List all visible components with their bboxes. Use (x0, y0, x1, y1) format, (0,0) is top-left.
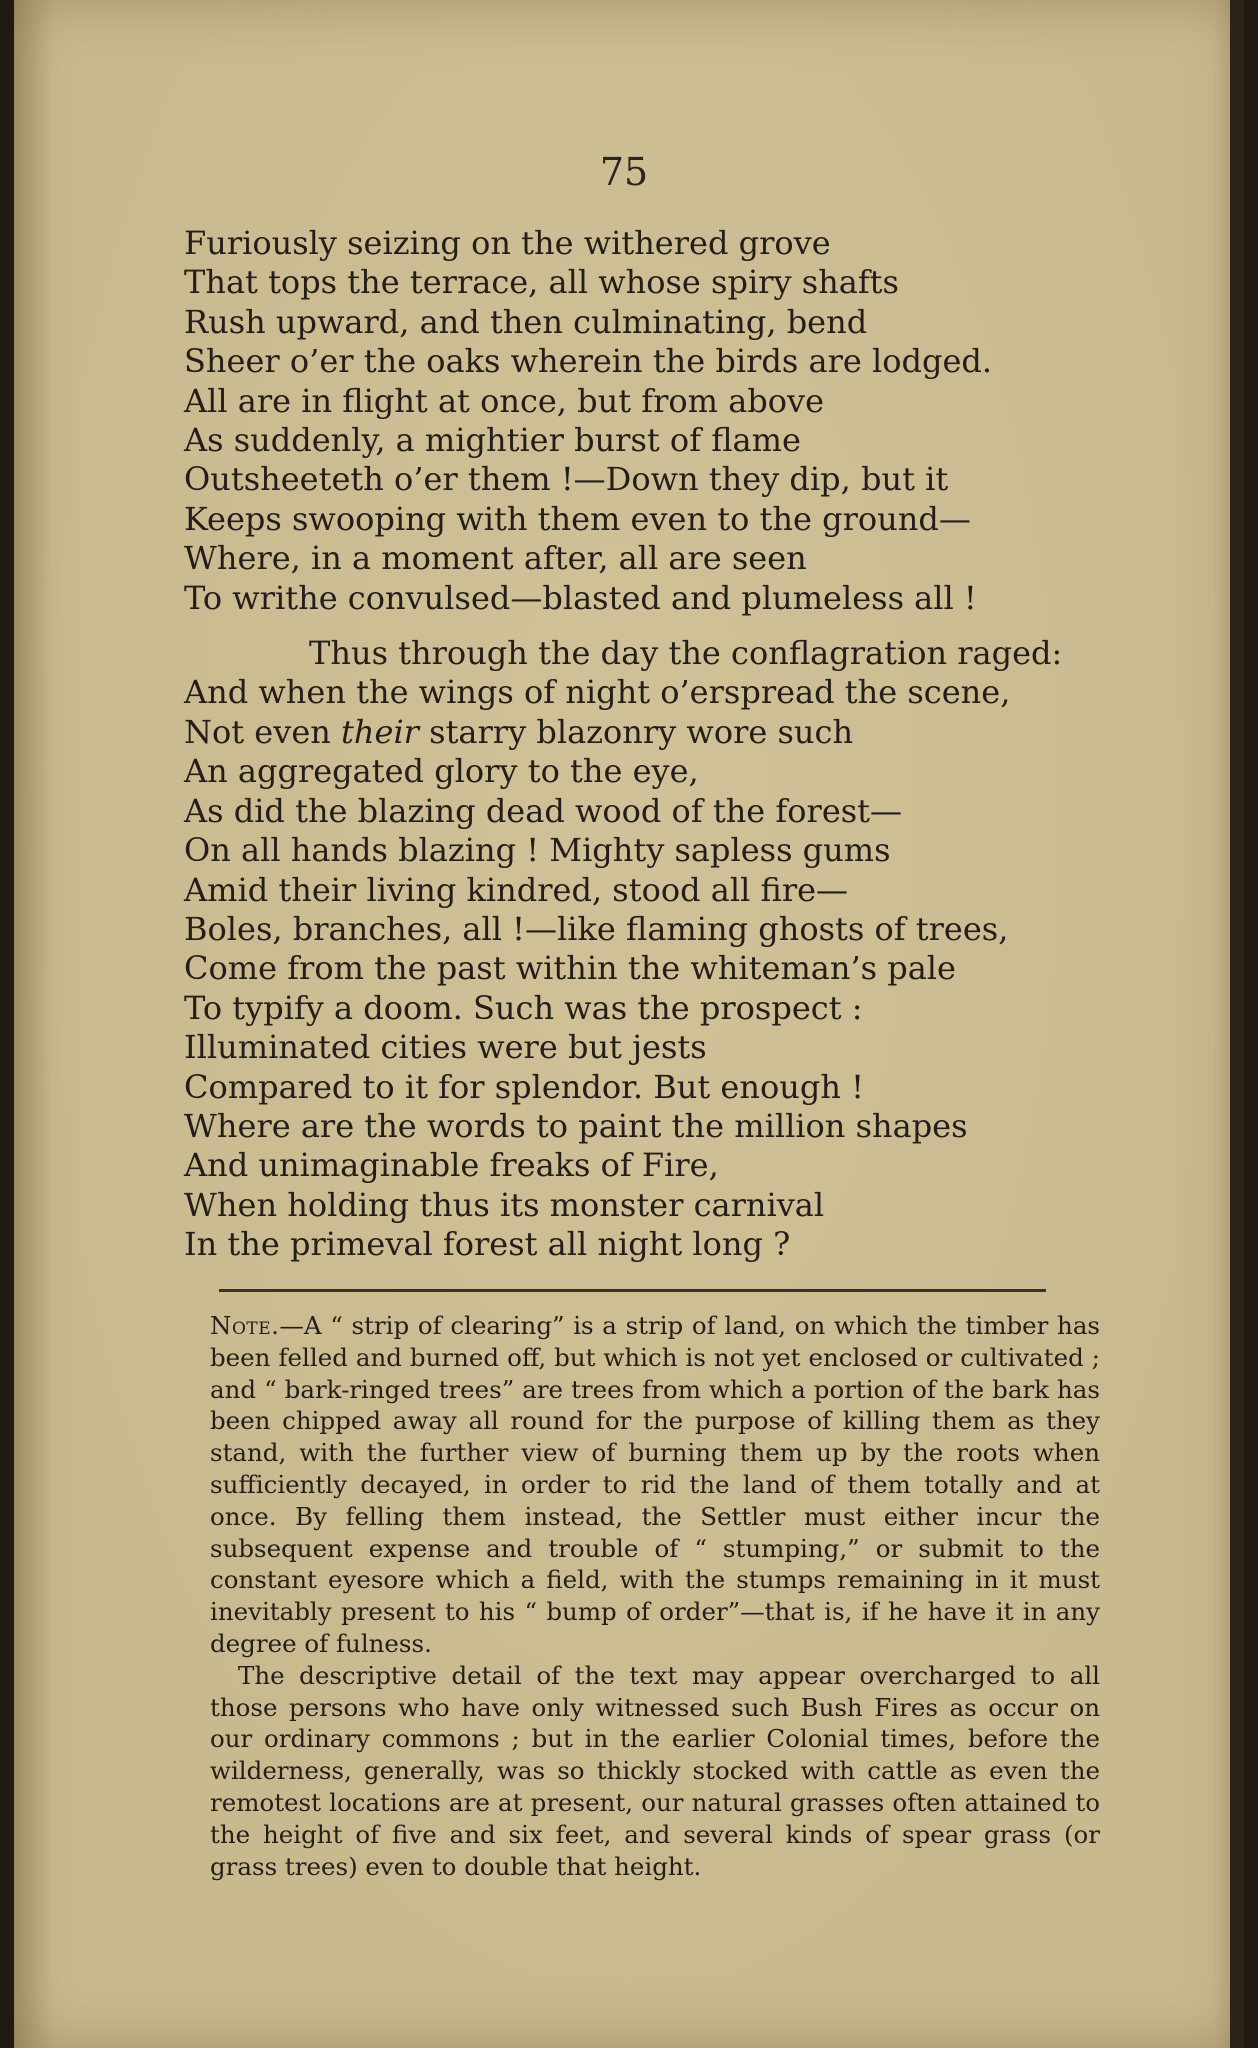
book-page (14, 0, 1244, 2048)
poem-line: To typify a doom. Such was the prospect : (184, 988, 863, 1027)
footnote (210, 1310, 1100, 1882)
page-number: 75 (599, 150, 649, 194)
poem-stanza-1 (184, 224, 1084, 618)
poem-line: Amid their living kindred, stood all fire— (184, 870, 849, 909)
poem-line: Illuminated cities were but jests (184, 1028, 707, 1067)
poem-line: And when the wings of night o’erspread the scene, (184, 673, 1011, 712)
poem-line: That tops the terrace, all whose spiry shafts (184, 263, 899, 302)
poem-line: Thus through the day the conflagration raged: (309, 634, 1063, 673)
poem-text: Not even (184, 712, 342, 751)
poem-line: Keeps swooping with them even to the ground— (184, 499, 971, 538)
footnote-text: —A “ strip of clearing” is a strip of land, on which the timber has been felled and burned off, but which is not yet enclosed or cultivated ; and “ bark-ringed trees” are trees from which a portion of the bark has been chipped away all round for the purpose of killing them as they stand, with the further view of burning them up by the roots when sufficiently decayed, in order to rid the land of them totally and at once. By felling them instead, the Settler must either incur the subsequent expense and trouble of “ stumping,” or submit to the constant eyesore which a field, with the stumps remaining in it must inevitably present to his “ bump of order”—that is, if he have it in any degree of fulness. (210, 1311, 1100, 1658)
poem-line: As did the blazing dead wood of the forest— (184, 791, 903, 830)
poem-line: Compared to it for splendor. But enough ! (184, 1067, 864, 1106)
footnote-divider (219, 1289, 1046, 1292)
footnote-paragraph-2: The descriptive detail of the text may appear overcharged to all those persons who have only witnessed such Bush Fires as occur on our ordinary commons ; but in the earlier Colonial times, before the wilderness, generally, was so thickly stocked with cattle as even the remotest locations are at present, our natural grasses often attained to the height of five and six feet, and several kinds of spear grass (or grass trees) even to double that height. (210, 1660, 1100, 1881)
poem-line: And unimaginable freaks of Fire, (184, 1146, 719, 1185)
poem-line: Rush upward, and then culminating, bend (184, 302, 868, 341)
poem-line: Sheer o’er the oaks wherein the birds are lodged. (184, 342, 993, 381)
footnote-label: Note. (210, 1311, 280, 1340)
poem-line (184, 713, 1084, 752)
poem-line: Where are the words to paint the million shapes (184, 1106, 968, 1145)
poem-line: When holding thus its monster carnival (184, 1185, 825, 1224)
poem-line: An aggregated glory to the eye, (184, 752, 699, 791)
poem-line: Outsheeteth o’er them !—Down they dip, but it (184, 460, 949, 499)
poem-line: On all hands blazing ! Mighty sapless gums (184, 831, 891, 870)
footnote-paragraph-1 (210, 1310, 1100, 1660)
poem-text: starry blazonry wore such (418, 712, 854, 751)
poem (184, 224, 1084, 1265)
poem-line: Boles, branches, all !—like flaming ghosts of trees, (184, 909, 1009, 948)
poem-line: Come from the past within the whiteman’s pale (184, 949, 956, 988)
poem-line: In the primeval forest all night long ? (184, 1225, 791, 1264)
poem-line: To writhe convulsed—blasted and plumeless all ! (184, 578, 977, 617)
poem-line: Where, in a moment after, all are seen (184, 539, 807, 578)
poem-line: Furiously seizing on the withered grove (184, 224, 831, 262)
adjacent-page-edge (1230, 0, 1244, 2048)
emphasized-word: their (341, 712, 419, 751)
poem-stanza-2 (184, 634, 1084, 1265)
poem-line: As suddenly, a mightier burst of flame (184, 421, 801, 460)
poem-line: All are in flight at once, but from above (184, 381, 825, 420)
